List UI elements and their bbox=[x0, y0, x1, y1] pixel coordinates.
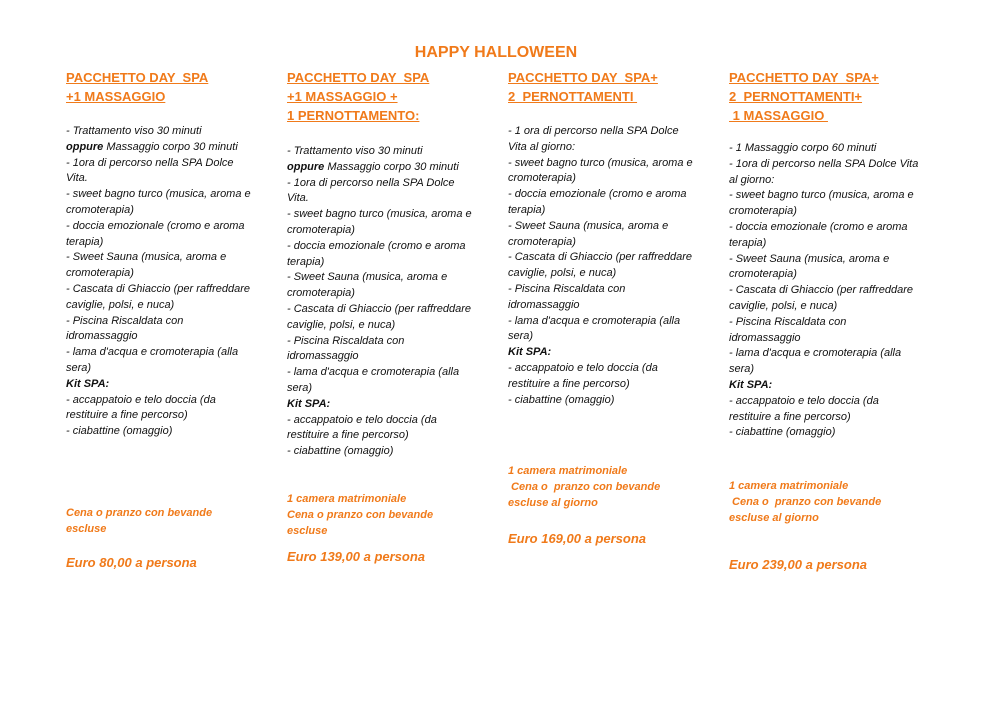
treatment-item: - lama d'acqua e cromoterapia (alla sera) bbox=[729, 347, 902, 376]
package-heading bbox=[508, 68, 698, 106]
package-extras: Cena o pranzo con bevande escluse bbox=[66, 507, 213, 535]
package-heading-line: +1 MASSAGGIO bbox=[66, 89, 166, 104]
kit-item: - ciabattine (omaggio) bbox=[287, 445, 394, 458]
package-price: Euro 169,00 a persona bbox=[508, 531, 647, 546]
kit-item: - accappatoio e telo doccia (da restituire a fine percorso) bbox=[508, 361, 658, 390]
package-heading-line: 1 PERNOTTAMENTO: bbox=[287, 108, 420, 123]
treatment-item: - lama d'acqua e cromoterapia (alla sera) bbox=[508, 314, 681, 343]
package-column-3 bbox=[508, 68, 698, 408]
package-heading-line: 2 PERNOTTAMENTI bbox=[508, 89, 638, 104]
kit-item: - accappatoio e telo doccia (da restituire a fine percorso) bbox=[287, 413, 437, 442]
treatment-item: - Piscina Riscaldata con idromassaggio bbox=[729, 315, 847, 344]
package-heading-line: PACCHETTO DAY SPA+ bbox=[729, 70, 879, 85]
treatment-list bbox=[729, 141, 919, 378]
treatment-item: - Sweet Sauna (musica, aroma e cromoterapia) bbox=[508, 219, 669, 248]
package-heading-line: +1 MASSAGGIO + bbox=[287, 89, 398, 104]
package-heading-line: PACCHETTO DAY SPA bbox=[66, 70, 209, 85]
kit-item: - ciabattine (omaggio) bbox=[66, 425, 173, 438]
package-price: Euro 139,00 a persona bbox=[287, 549, 426, 564]
package-column-1 bbox=[66, 68, 256, 440]
treatment-item: - Trattamento viso 30 minuti bbox=[66, 125, 202, 137]
kit-item: - ciabattine (omaggio) bbox=[729, 426, 836, 439]
kit-list bbox=[729, 394, 919, 441]
package-extras: 1 camera matrimoniale Cena o pranzo con bevande escluse bbox=[287, 493, 434, 537]
treatment-item: oppure Massaggio corpo 30 minuti bbox=[66, 140, 238, 153]
package-heading-line: PACCHETTO DAY SPA+ bbox=[508, 70, 658, 85]
treatment-item: - 1 ora di percorso nella SPA Dolce Vita al giorno: bbox=[508, 125, 679, 153]
treatment-list bbox=[287, 144, 477, 397]
page-title: HAPPY HALLOWEEN bbox=[414, 44, 578, 61]
treatment-item: - 1ora di percorso nella SPA Dolce Vita. bbox=[287, 176, 455, 205]
treatment-item: - 1ora di percorso nella SPA Dolce Vita. bbox=[66, 156, 234, 185]
treatment-item: - sweet bagno turco (musica, aroma e cromoterapia) bbox=[729, 189, 914, 218]
treatment-item: - sweet bagno turco (musica, aroma e cromoterapia) bbox=[66, 188, 251, 216]
treatment-item: - lama d'acqua e cromoterapia (alla sera) bbox=[287, 366, 460, 394]
treatment-item: - doccia emozionale (cromo e aroma terapia) bbox=[729, 220, 908, 249]
package-heading bbox=[729, 68, 919, 125]
kit-item: - accappatoio e telo doccia (da restituire a fine percorso) bbox=[66, 393, 216, 422]
treatment-list bbox=[66, 124, 256, 377]
treatment-item: - lama d'acqua e cromoterapia (alla sera) bbox=[66, 346, 239, 374]
treatment-item: - Sweet Sauna (musica, aroma e cromoterapia) bbox=[66, 251, 227, 280]
treatment-item: - sweet bagno turco (musica, aroma e cromoterapia) bbox=[508, 156, 693, 185]
package-heading bbox=[66, 68, 256, 106]
package-heading-line: 1 MASSAGGIO bbox=[729, 108, 828, 123]
treatment-item: - doccia emozionale (cromo e aroma terapia) bbox=[66, 219, 245, 248]
treatment-item: - Cascata di Ghiaccio (per raffreddare caviglie, polsi, e nuca) bbox=[729, 284, 914, 312]
treatment-item: - 1ora di percorso nella SPA Dolce Vita al giorno: bbox=[729, 157, 919, 186]
kit-list bbox=[66, 393, 256, 440]
kit-label: Kit SPA: bbox=[729, 378, 773, 391]
package-heading-line: PACCHETTO DAY SPA bbox=[287, 70, 430, 85]
package-price: Euro 80,00 a persona bbox=[66, 555, 197, 570]
treatment-item: - 1 Massaggio corpo 60 minuti bbox=[729, 142, 877, 154]
kit-item: - ciabattine (omaggio) bbox=[508, 393, 615, 406]
package-extras: 1 camera matrimoniale Cena o pranzo con bevande escluse al giorno bbox=[729, 480, 882, 524]
treatment-item: - Sweet Sauna (musica, aroma e cromoterapia) bbox=[287, 271, 448, 300]
package-column-2 bbox=[287, 68, 477, 460]
treatment-item: - doccia emozionale (cromo e aroma terapia) bbox=[508, 188, 687, 216]
treatment-item: - Sweet Sauna (musica, aroma e cromoterapia) bbox=[729, 252, 890, 281]
treatment-list bbox=[508, 124, 698, 345]
kit-label: Kit SPA: bbox=[508, 346, 552, 359]
treatment-item: - Cascata di Ghiaccio (per raffreddare caviglie, polsi, e nuca) bbox=[66, 282, 251, 311]
treatment-item: - Piscina Riscaldata con idromassaggio bbox=[508, 282, 626, 311]
kit-label: Kit SPA: bbox=[287, 397, 331, 410]
treatment-item: - Piscina Riscaldata con idromassaggio bbox=[287, 334, 405, 363]
treatment-item: - doccia emozionale (cromo e aroma terapia) bbox=[287, 239, 466, 268]
treatment-item: - Cascata di Ghiaccio (per raffreddare caviglie, polsi, e nuca) bbox=[287, 302, 472, 331]
package-price: Euro 239,00 a persona bbox=[729, 557, 868, 572]
treatment-item: - Piscina Riscaldata con idromassaggio bbox=[66, 314, 184, 343]
treatment-item: - sweet bagno turco (musica, aroma e cromoterapia) bbox=[287, 208, 472, 236]
kit-list bbox=[508, 361, 698, 408]
package-extras: 1 camera matrimoniale Cena o pranzo con bevande escluse al giorno bbox=[508, 465, 661, 509]
kit-list bbox=[287, 413, 477, 460]
treatment-item: oppure Massaggio corpo 30 minuti bbox=[287, 160, 459, 173]
kit-label: Kit SPA: bbox=[66, 377, 110, 390]
treatment-item: - Trattamento viso 30 minuti bbox=[287, 145, 423, 157]
package-heading-line: 2 PERNOTTAMENTI+ bbox=[729, 89, 863, 104]
package-column-4 bbox=[729, 68, 919, 441]
kit-item: - accappatoio e telo doccia (da restituire a fine percorso) bbox=[729, 394, 879, 423]
treatment-item: - Cascata di Ghiaccio (per raffreddare caviglie, polsi, e nuca) bbox=[508, 251, 693, 280]
package-heading bbox=[287, 68, 477, 125]
